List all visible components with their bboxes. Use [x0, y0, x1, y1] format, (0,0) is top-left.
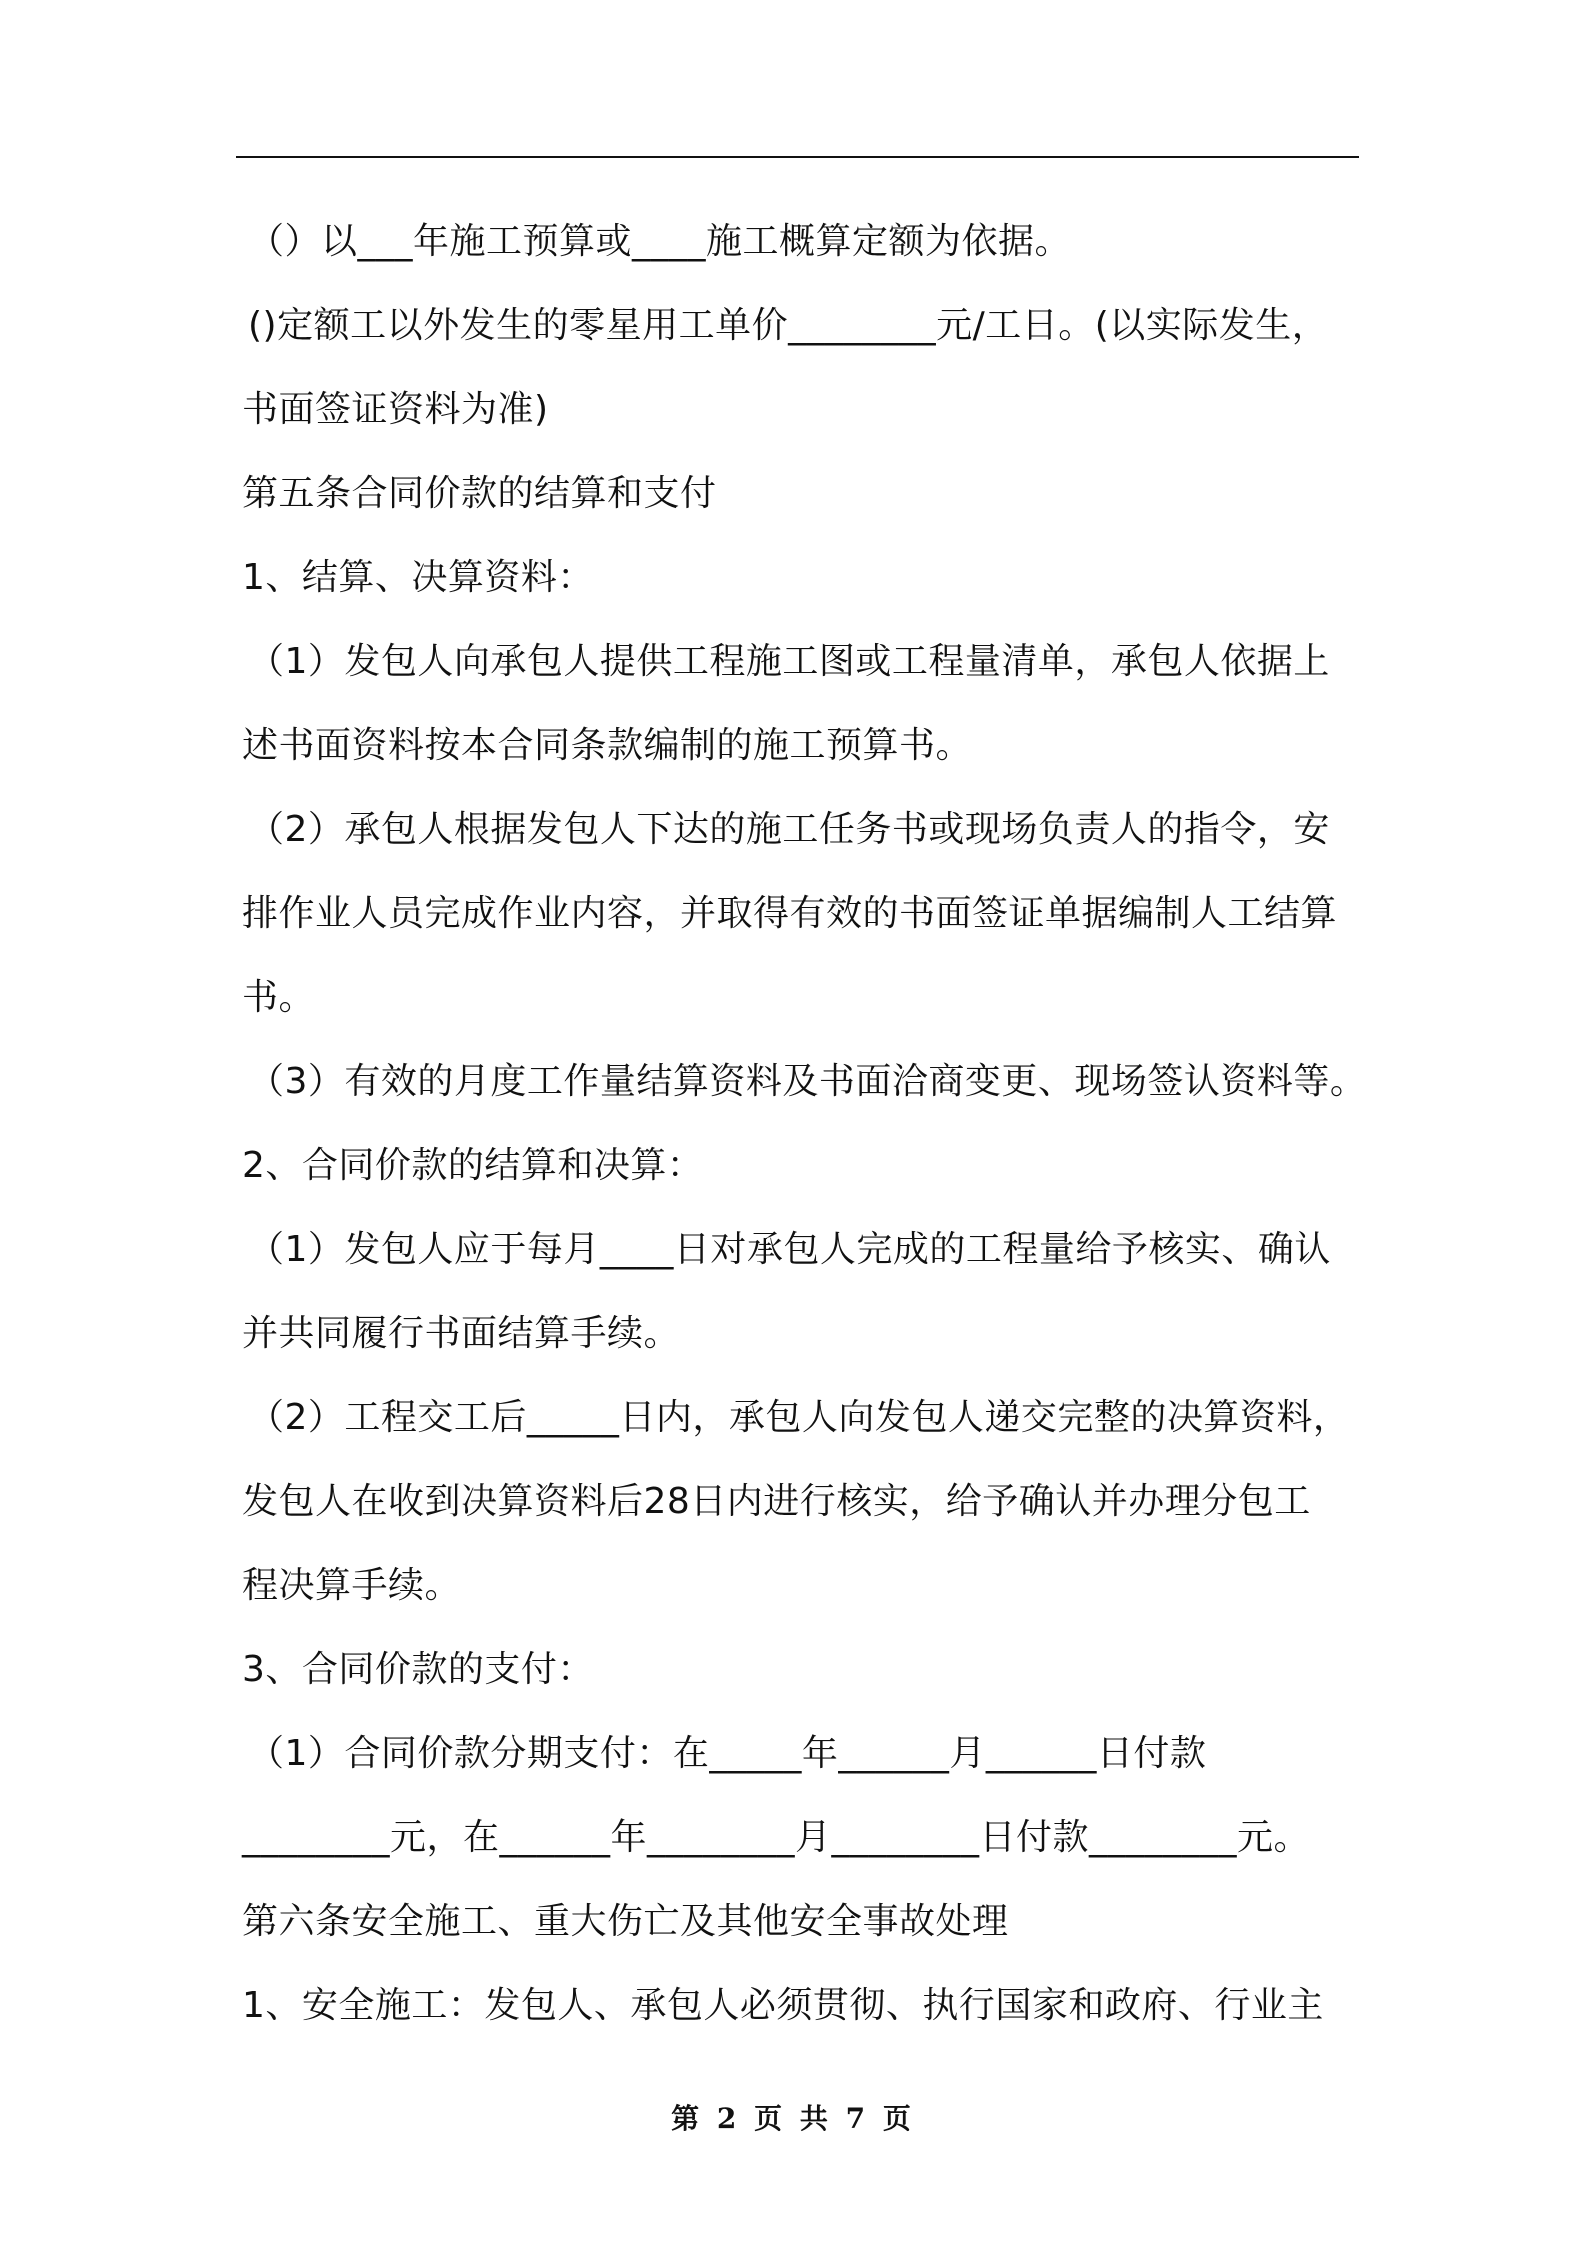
- text-line: （3）有效的月度工作量结算资料及书面洽商变更、现场签认资料等。: [248, 1061, 1367, 1102]
- clause-heading: 2、合同价款的结算和决算：: [242, 1145, 704, 1186]
- text-line: ()定额工以外发生的零星用工单价________元/工日。(以实际发生，: [248, 305, 1329, 346]
- clause-heading: 3、合同价款的支付：: [242, 1649, 594, 1690]
- text-line: 排作业人员完成作业内容，并取得有效的书面签证单据编制人工结算: [242, 893, 1338, 934]
- text-line: （2）工程交工后_____日内，承包人向发包人递交完整的决算资料，: [248, 1397, 1350, 1438]
- text-line: 述书面资料按本合同条款编制的施工预算书。: [242, 725, 973, 766]
- text-line: （1）发包人向承包人提供工程施工图或工程量清单，承包人依据上: [248, 641, 1330, 682]
- text-line: 书。: [242, 977, 316, 1018]
- page-indicator: 第 2 页 共 7 页: [671, 2102, 915, 2135]
- text-line: 程决算手续。: [242, 1565, 462, 1606]
- text-line: （2）承包人根据发包人下达的施工任务书或现场负责人的指令，安: [248, 809, 1330, 850]
- text-line: 书面签证资料为准): [242, 389, 549, 430]
- clause-heading: 1、安全施工：发包人、承包人必须贯彻、执行国家和政府、行业主: [242, 1985, 1324, 2026]
- clause-heading: 1、结算、决算资料：: [242, 557, 594, 598]
- section-heading: 第六条安全施工、重大伤亡及其他安全事故处理: [242, 1901, 1009, 1942]
- header-rule: [236, 156, 1359, 158]
- document-body: [242, 200, 1372, 2048]
- section-heading: 第五条合同价款的结算和支付: [242, 473, 717, 514]
- text-line: ________元，在______年________月________日付款________元。: [242, 1817, 1311, 1858]
- text-line: （1）发包人应于每月____日对承包人完成的工程量给予核实、确认: [248, 1229, 1331, 1270]
- text-line: 并共同履行书面结算手续。: [242, 1313, 681, 1354]
- text-line: 发包人在收到决算资料后28日内进行核实，给予确认并办理分包工: [242, 1481, 1311, 1522]
- text-line: （1）合同价款分期支付：在_____年______月______日付款: [248, 1733, 1207, 1774]
- text-line: （）以___年施工预算或____施工概算定额为依据。: [248, 221, 1072, 262]
